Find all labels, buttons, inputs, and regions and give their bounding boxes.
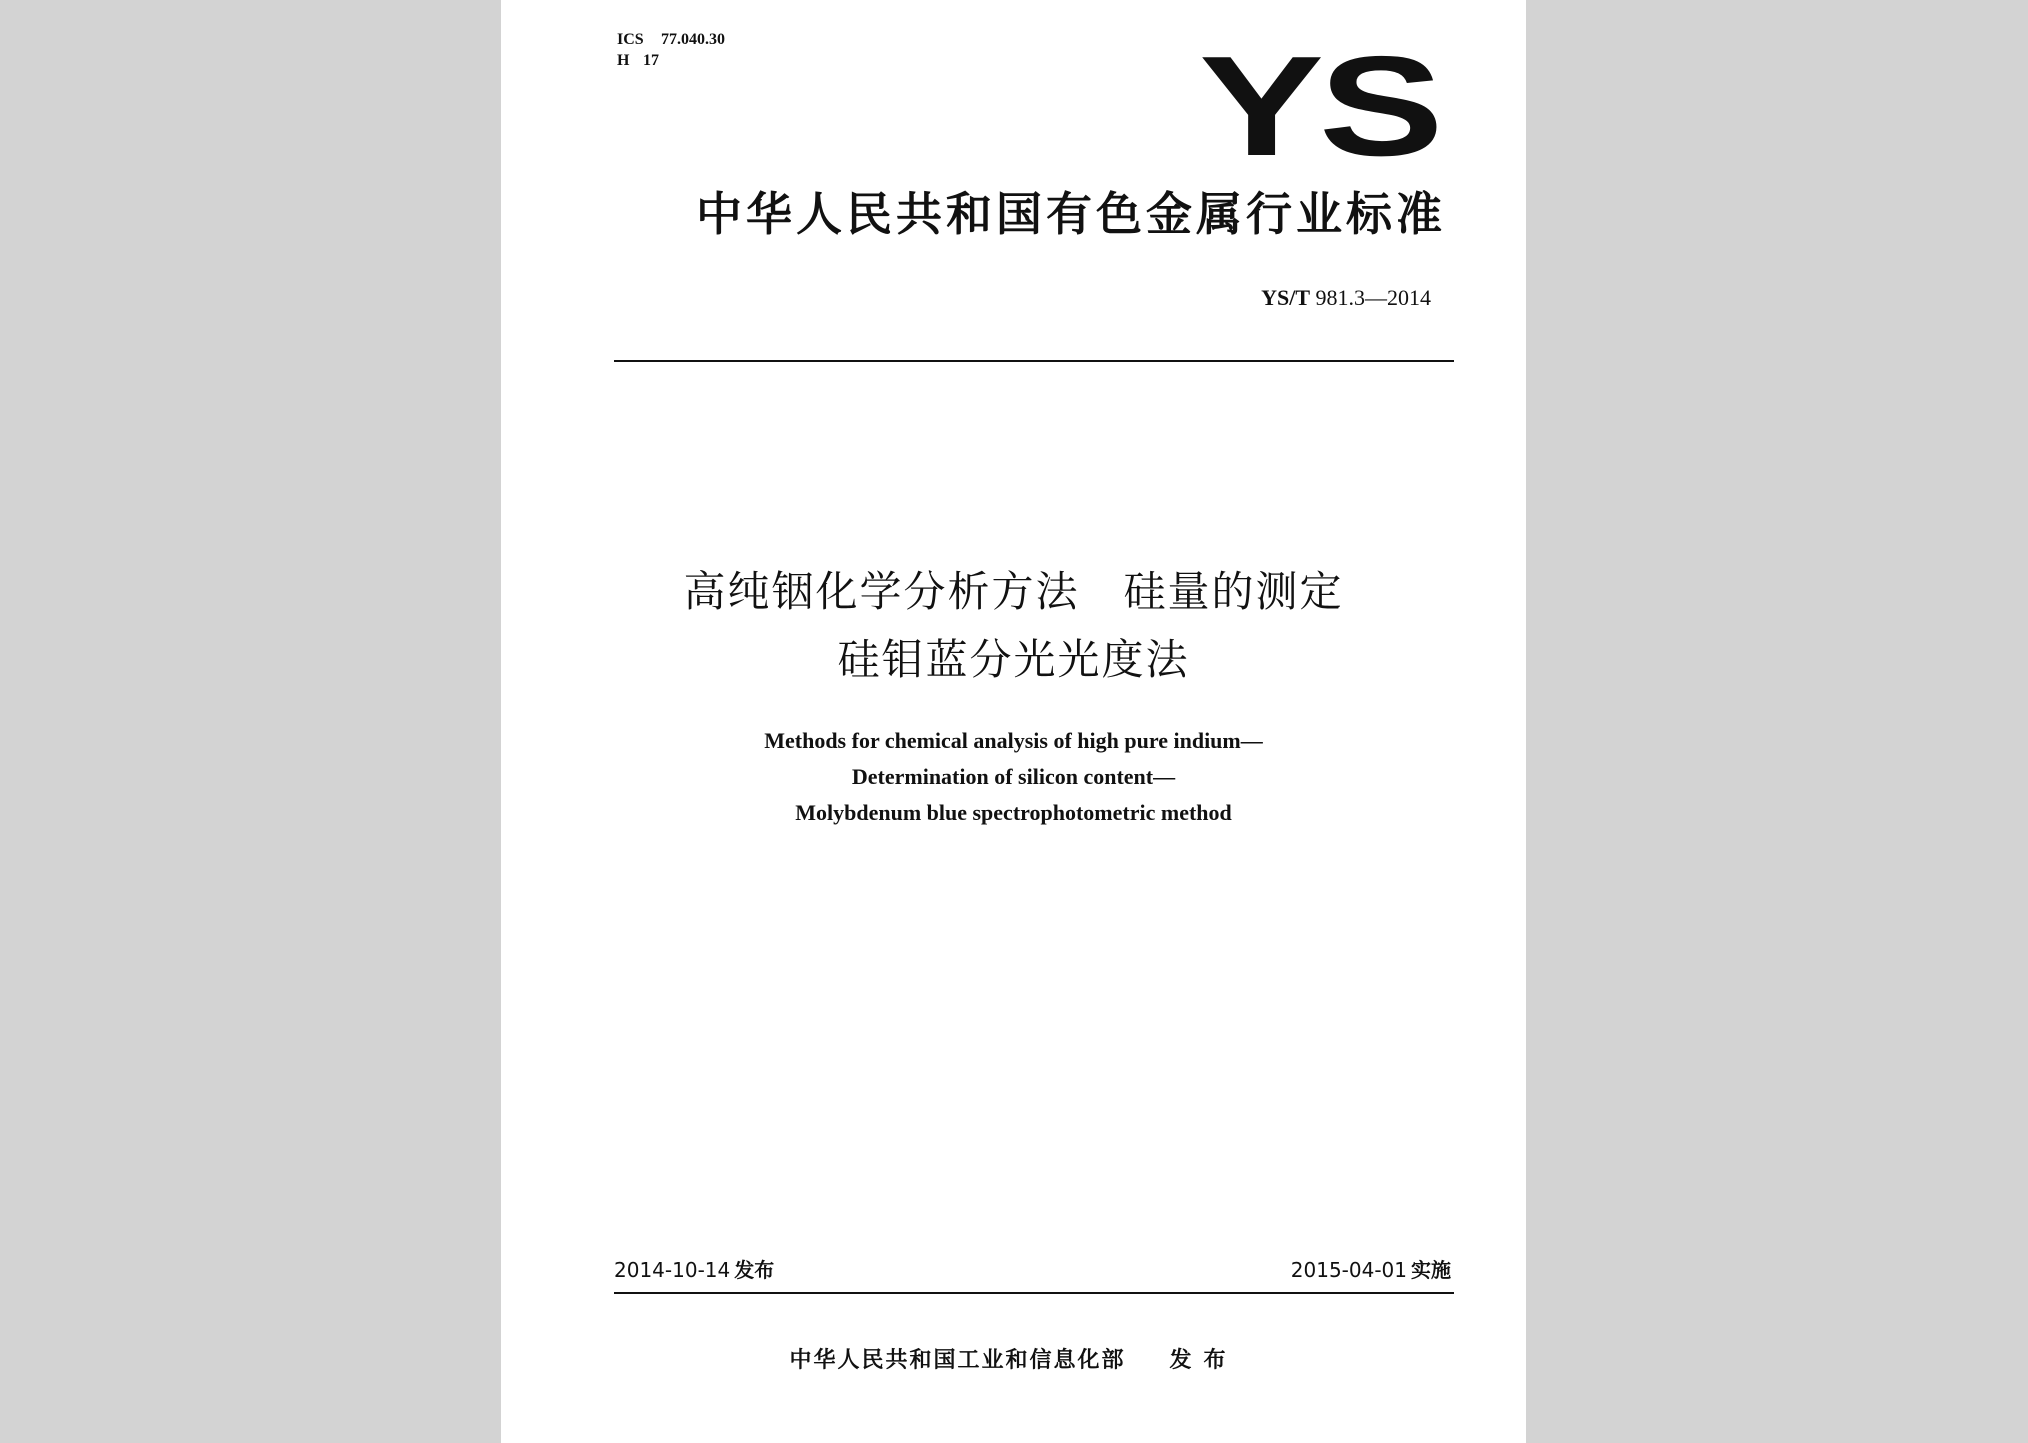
chinese-title-line-2: 硅钼蓝分光光度法	[837, 635, 1190, 684]
issue-date	[614, 1256, 774, 1284]
issuing-authority	[501, 1346, 1526, 1376]
ics-code	[617, 29, 725, 50]
implement-date-value: 2015-04-01	[1290, 1258, 1407, 1282]
issuer-name: 中华人民共和国工业和信息化部	[789, 1348, 1126, 1373]
english-title-line-2: Determination of silicon content—	[851, 764, 1176, 789]
standard-code-prefix: YS/T	[1261, 285, 1310, 310]
ccs-label: H	[617, 52, 630, 69]
issuer-action: 发布	[1169, 1348, 1238, 1373]
ccs-code	[617, 50, 725, 71]
standard-type-title: 中华人民共和国有色金属行业标准	[696, 187, 1446, 241]
implement-date	[1291, 1256, 1451, 1284]
issue-date-value: 2014-10-14	[614, 1258, 731, 1282]
bottom-divider	[614, 1292, 1454, 1294]
classification-codes	[617, 29, 725, 71]
standard-code	[1261, 284, 1431, 312]
document-page	[501, 0, 1526, 1443]
english-title-line-3: Molybdenum blue spectrophotometric method	[795, 800, 1232, 825]
ccs-value: 17	[643, 52, 659, 69]
standard-code-number: 981.3—2014	[1315, 285, 1431, 310]
issue-date-label: 发布	[734, 1258, 775, 1282]
ys-logo: YS	[1199, 27, 1439, 186]
ics-label: ICS	[617, 31, 644, 48]
implement-date-label: 实施	[1411, 1258, 1451, 1282]
chinese-title-line-1: 高纯铟化学分析方法 硅量的测定	[683, 567, 1344, 616]
ics-value: 77.040.30	[661, 31, 725, 48]
top-divider	[614, 360, 1454, 362]
english-title-line-1: Methods for chemical analysis of high pure indium—	[764, 728, 1263, 753]
